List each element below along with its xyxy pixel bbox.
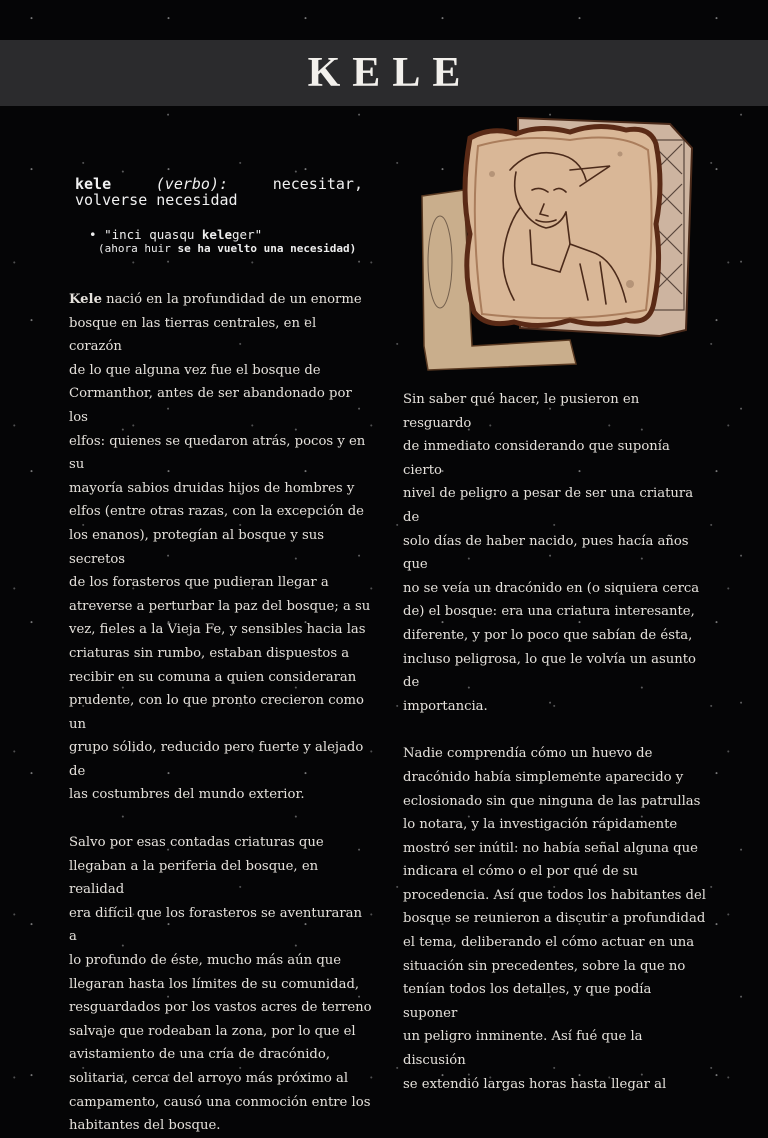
right-p2-line: tenían todos los detalles, y que podía suponer <box>403 982 652 1021</box>
left-p2-line: avistamiento de una cría de dracónido, <box>69 1047 331 1063</box>
page-title: KELE <box>307 50 473 96</box>
right-p2-line: situación sin precedentes, sobre la que no <box>403 958 686 974</box>
left-p2-line: habitantes del bosque. <box>69 1118 221 1134</box>
left-p1-line: Cormanthor, antes de ser abandonado por los <box>69 386 352 425</box>
name-bold: Kele <box>69 292 102 307</box>
left-p1-line: vez, fieles a la Vieja Fe, y sensibles hacia las <box>69 622 366 638</box>
right-p2-line: bosque se reunieron a discutir a profundidad <box>403 911 706 927</box>
right-p1-line: Sin saber qué hacer, le pusieron en resguardo <box>403 392 640 431</box>
left-p1-line: recibir en su comuna a quien consideraran <box>69 669 357 685</box>
right-p1-line: de inmediato considerando que suponía cierto <box>403 439 670 478</box>
right-p2-line: indicara el cómo o el por qué de su <box>403 864 639 880</box>
left-p2-line: lo profundo de éste, mucho más aún que <box>69 953 342 969</box>
right-p2-line: eclosionado sin que ninguna de las patrullas <box>403 793 701 809</box>
left-p1-line: de los forasteros que pudieran llegar a <box>69 575 329 591</box>
left-p1-line: nació en la profundidad de un enorme <box>101 292 362 307</box>
title-banner <box>0 40 768 106</box>
left-p1-line: criaturas sin rumbo, estaban dispuestos a <box>69 645 350 661</box>
right-p2-line: lo notara, y la investigación rápidamente <box>403 817 678 833</box>
right-p2-line: dracónido había simplemente aparecido y <box>403 769 684 785</box>
right-paragraph-1 <box>403 388 709 718</box>
example-phrase-post: ger" <box>232 227 263 242</box>
left-p2-line: resguardados por los vastos acres de terreno <box>69 1000 372 1016</box>
right-p1-line: no se veía un dracónido en (o siquiera cerca <box>403 580 700 596</box>
right-p1-line: importancia. <box>403 698 488 714</box>
right-column <box>403 388 709 1096</box>
example-block <box>89 228 389 256</box>
right-p2-line: se extendió largas horas hasta llegar al <box>403 1076 667 1092</box>
left-p1-line: elfos (entre otras razas, con la excepción de <box>69 504 364 520</box>
right-p2-line: mostró ser inútil: no había señal alguna que <box>403 840 698 856</box>
left-p1-line: los enanos), protegían al bosque y sus secretos <box>69 527 325 567</box>
left-p1-line: prudente, con lo que pronto crecieron como un <box>69 693 364 732</box>
left-p2-line: solitaria, cerca del arroyo más próximo al <box>69 1071 349 1086</box>
parchment-portrait-illustration <box>420 114 696 374</box>
left-paragraph-2 <box>69 831 373 1138</box>
definition-word: kele <box>75 175 112 193</box>
left-paragraph-1 <box>69 288 373 807</box>
example-translation-bold: se ha vuelto una necesidad) <box>177 242 357 255</box>
right-p2-line: Nadie comprendía cómo un huevo de <box>403 746 653 762</box>
right-paragraph-2 <box>403 742 709 1096</box>
right-p2-line: procedencia. Así que todos los habitantes del <box>403 887 706 903</box>
left-p1-line: grupo sólido, reducido pero fuerte y alejado de <box>69 740 364 779</box>
left-p2-line: Salvo por esas contadas criaturas que <box>69 835 324 851</box>
right-p1-line: nivel de peligro a pesar de ser una criatura de <box>403 486 694 525</box>
example-phrase-pre: "inci quasqu <box>104 227 202 242</box>
left-p1-line: elfos: quienes se quedaron atrás, pocos y en su <box>69 433 366 473</box>
left-column <box>69 288 373 1138</box>
right-p1-line: solo días de haber nacido, pues hacía años que <box>403 533 689 573</box>
left-p2-line: llegaban a la periferia del bosque, en realidad <box>69 858 319 898</box>
left-p1-line: atreverse a perturbar la paz del bosque; a su <box>69 598 371 614</box>
left-p2-line: llegaran hasta los límites de su comunidad, <box>69 976 360 992</box>
left-p2-line: campamento, causó una conmoción entre los <box>69 1094 371 1110</box>
definition-meaning-a: necesitar, <box>272 175 363 193</box>
left-p1-line: de lo que alguna vez fue el bosque de <box>69 362 321 378</box>
right-p2-line: el tema, deliberando el cómo actuar en una <box>403 935 695 951</box>
right-p2-line: un peligro inminente. Así fué que la discusión <box>403 1029 643 1069</box>
left-p2-line: salvaje que rodeaban la zona, por lo que el <box>69 1023 356 1039</box>
left-p1-line: bosque en las tierras centrales, en el corazón <box>69 315 317 355</box>
right-p1-line: diferente, y por lo poco que sabían de ésta, <box>403 627 693 643</box>
left-p1-line: mayoría sabios druidas hijos de hombres y <box>69 480 355 496</box>
example-phrase-bold: kele <box>201 227 233 242</box>
definition-part-of-speech: (verbo): <box>155 175 229 193</box>
right-p1-line: de) el bosque: era una criatura interesante, <box>403 604 695 620</box>
right-p1-line: incluso peligrosa, lo que le volvía un asunto de <box>403 651 696 691</box>
definition-block <box>75 176 363 208</box>
example-translation-pre: (ahora huir <box>98 242 178 255</box>
left-p1-line: las costumbres del mundo exterior. <box>69 787 305 803</box>
left-p2-line: era difícil que los forasteros se aventuraran a <box>69 905 363 945</box>
bullet-icon: • <box>89 227 97 242</box>
definition-meaning-b: volverse necesidad <box>75 191 238 209</box>
